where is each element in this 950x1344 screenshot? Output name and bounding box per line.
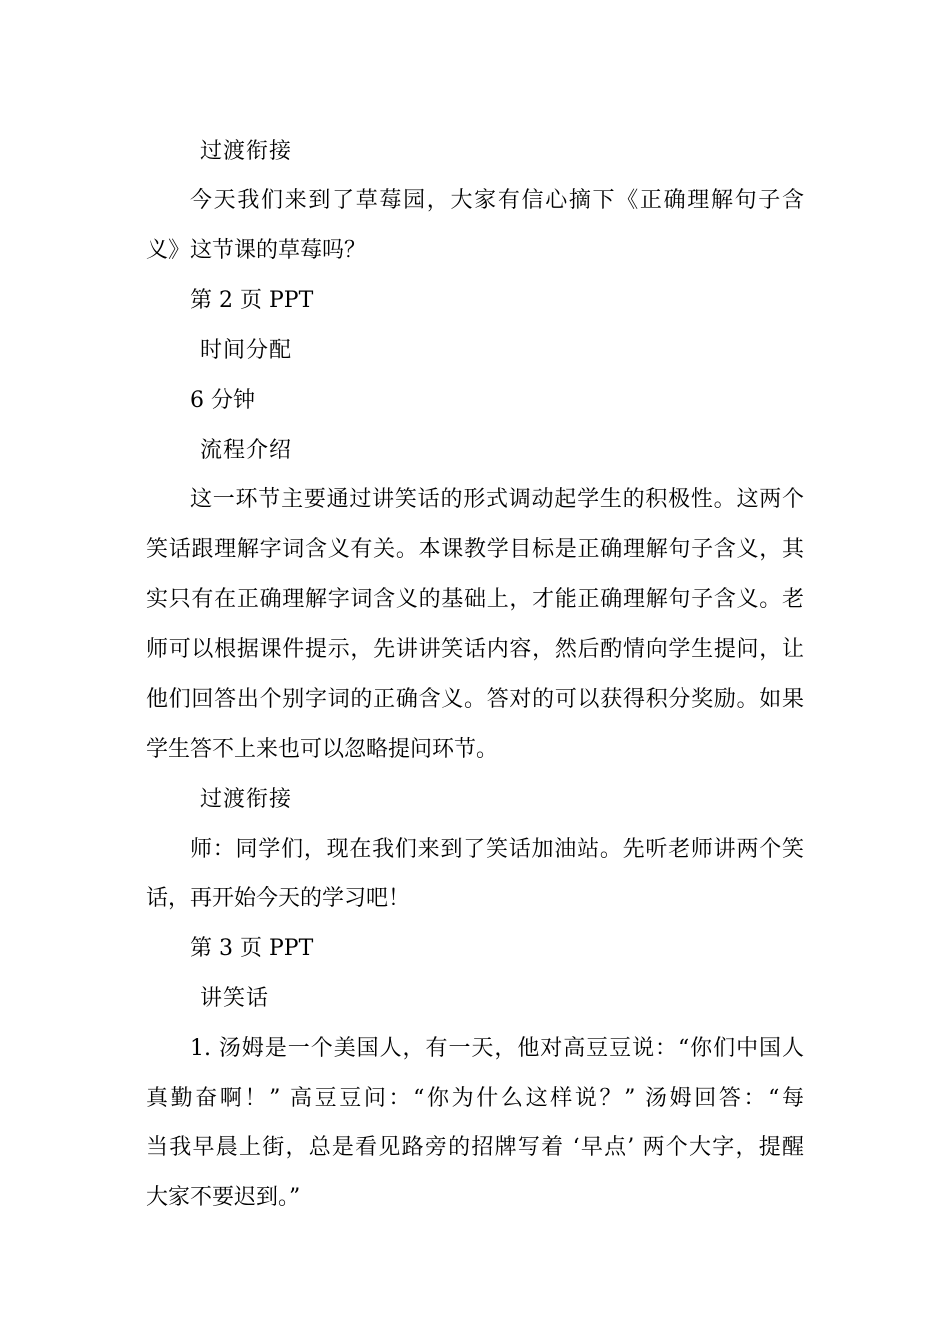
section-heading-time: 时间分配 (200, 338, 293, 363)
section-heading-flow: 流程介绍 (200, 438, 293, 463)
paragraph-line: 师：同学们，现在我们来到了笑话加油站。先听老师讲两个笑 (190, 837, 804, 862)
paragraph-line: 当我早晨上街，总是看见路旁的招牌写着 ‘早点’ 两个大字，提醒 (146, 1135, 804, 1160)
paragraph-line: 这一环节主要通过讲笑话的形式调动起学生的积极性。这两个 (190, 487, 804, 512)
section-heading-joke: 讲笑话 (200, 986, 270, 1011)
ppt-page-label: 第 3 页 PPT (190, 936, 314, 961)
paragraph-line: 他们回答出个别字词的正确含义。答对的可以获得积分奖励。如果 (146, 687, 804, 712)
section-heading-transition: 过渡衔接 (200, 139, 293, 164)
paragraph-line: 大家不要迟到。” (146, 1185, 301, 1210)
paragraph-line: 今天我们来到了草莓园，大家有信心摘下《正确理解句子含 (190, 188, 804, 213)
paragraph-line: 真勤奋啊！” 高豆豆问：“你为什么这样说？” 汤姆回答：“每 (146, 1086, 804, 1111)
paragraph-line: 笑话跟理解字词含义有关。本课教学目标是正确理解句子含义，其 (146, 537, 804, 562)
paragraph-line: 实只有在正确理解字词含义的基础上，才能正确理解句子含义。老 (146, 587, 804, 612)
paragraph-line: 1. 汤姆是一个美国人，有一天，他对高豆豆说：“你们中国人 (190, 1036, 804, 1061)
ppt-page-label: 第 2 页 PPT (190, 288, 314, 313)
paragraph-line: 师可以根据课件提示，先讲讲笑话内容，然后酌情向学生提问，让 (146, 637, 804, 662)
time-value: 6 分钟 (190, 388, 255, 413)
paragraph-line: 学生答不上来也可以忽略提问环节。 (146, 737, 499, 762)
section-heading-transition: 过渡衔接 (200, 787, 293, 812)
paragraph-line: 义》这节课的草莓吗？ (146, 238, 367, 263)
paragraph-line: 话，再开始今天的学习吧！ (146, 886, 411, 911)
